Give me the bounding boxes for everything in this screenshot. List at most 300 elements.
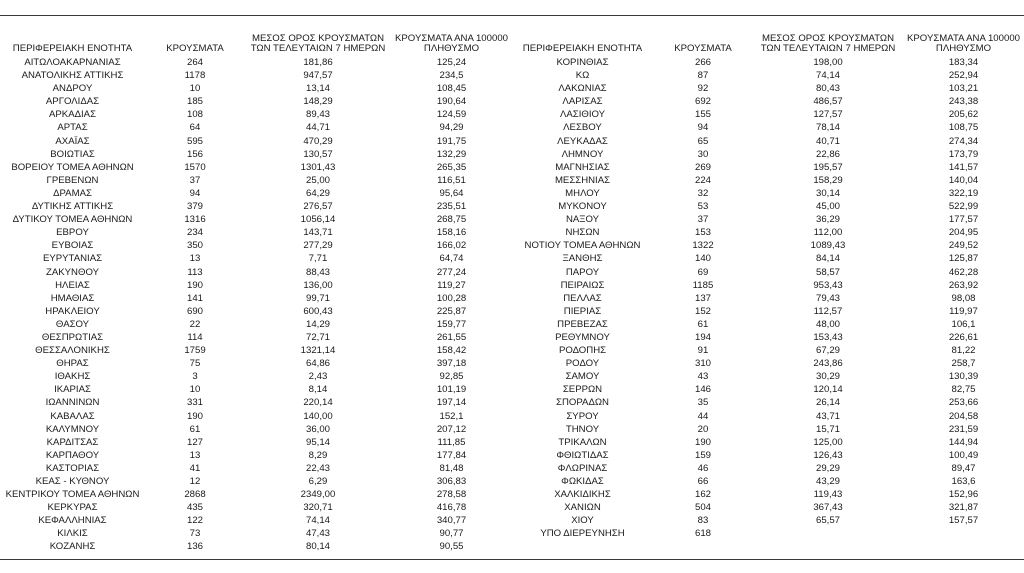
cell-avg: 148,29	[303, 96, 333, 108]
cell-avg: 143,71	[303, 227, 333, 239]
table-row	[0, 174, 512, 187]
cell-region: ΡΟΔΟΠΗΣ	[558, 345, 607, 357]
cell-avg: 126,43	[813, 449, 843, 461]
cell-region: ΒΟΡΕΙΟΥ ΤΟΜΕΑ ΑΘΗΝΩΝ	[11, 161, 134, 173]
header-per100k-line1: ΚΡΟΥΣΜΑΤΑ ΑΝΑ 100000	[907, 34, 1020, 44]
cell-avg: 79,43	[815, 292, 840, 304]
table-row	[0, 370, 512, 383]
cell-region: ΛΑΡΙΣΑΣ	[562, 96, 603, 108]
cell-region: ΜΥΚΟΝΟΥ	[558, 201, 607, 213]
cell-region: ΚΟΖΑΝΗΣ	[49, 541, 96, 553]
cell-avg: 43,29	[815, 476, 840, 487]
cell-per100k: 89,47	[951, 462, 976, 474]
table-row	[0, 462, 512, 475]
table-row	[512, 187, 1024, 200]
table-row	[512, 56, 1024, 69]
cell-per100k: 204,95	[948, 227, 979, 239]
cell-per100k: 226,61	[948, 331, 979, 343]
cell-per100k: 163,6	[951, 476, 976, 487]
cell-per100k: 322,19	[948, 187, 979, 199]
cell-avg: 88,43	[305, 266, 330, 278]
cell-per100k: 261,55	[436, 331, 467, 343]
cell-region: ΗΜΑΘΙΑΣ	[50, 292, 95, 304]
cell-per100k: 90,55	[439, 541, 464, 553]
cell-region: ΝΟΤΙΟΥ ΤΟΜΕΑ ΑΘΗΝΩΝ	[524, 240, 641, 252]
cell-cases: 140	[694, 253, 711, 265]
cell-per100k: 166,02	[436, 240, 467, 252]
cell-avg: 1089,43	[810, 240, 846, 252]
table-row	[512, 396, 1024, 409]
cell-per100k: 100,49	[948, 449, 979, 461]
table-row	[0, 527, 512, 540]
cell-cases: 44	[697, 410, 709, 422]
cell-cases: 114	[187, 331, 203, 343]
cell-per100k: 252,94	[948, 70, 979, 82]
cell-region: ΥΠΟ ΔΙΕΡΕΥΝΗΣΗ	[540, 528, 625, 540]
cell-avg: 181,86	[303, 57, 333, 68]
cell-cases: 10	[189, 83, 201, 95]
cell-region: ΑΝΔΡΟΥ	[52, 83, 93, 95]
cell-region: ΣΑΜΟΥ	[565, 371, 600, 383]
table-row	[0, 69, 512, 82]
header-per100k	[391, 34, 512, 56]
cell-avg: 112,00	[813, 227, 843, 239]
cell-cases: 66	[697, 476, 709, 487]
cell-per100k: 103,21	[948, 83, 979, 95]
cell-region: ΤΡΙΚΑΛΩΝ	[558, 436, 607, 448]
cell-region: ΘΕΣΣΑΛΟΝΙΚΗΣ	[35, 345, 110, 357]
cell-per100k: 258,7	[951, 358, 976, 370]
cell-avg: 947,57	[303, 70, 333, 82]
cell-region: ΗΡΑΚΛΕΙΟΥ	[45, 305, 100, 317]
table-row	[512, 121, 1024, 134]
table-row	[512, 239, 1024, 252]
cell-avg: 600,43	[303, 305, 333, 317]
cell-per100k: 94,29	[439, 122, 464, 134]
table-row	[512, 423, 1024, 436]
cell-per100k: 277,24	[436, 266, 467, 278]
cell-cases: 310	[694, 358, 711, 370]
table-row	[0, 357, 512, 370]
cell-per100k: 152,96	[948, 489, 979, 501]
table-row	[512, 370, 1024, 383]
cell-per100k: 306,83	[436, 476, 467, 487]
cell-avg: 72,71	[305, 331, 330, 343]
cell-avg: 243,86	[813, 358, 843, 370]
cell-cases: 504	[694, 502, 711, 514]
cell-per100k: 106,1	[951, 318, 976, 330]
cell-cases: 2868	[184, 489, 206, 501]
cell-cases: 87	[697, 70, 709, 82]
table-row	[512, 174, 1024, 187]
cell-cases: 159	[694, 449, 711, 461]
cell-cases: 152	[694, 305, 711, 317]
cell-per100k: 197,14	[436, 397, 467, 409]
cell-region: ΤΗΝΟΥ	[565, 423, 600, 435]
cell-region: ΕΥΡΥΤΑΝΙΑΣ	[42, 253, 103, 265]
cell-region: ΧΑΛΚΙΔΙΚΗΣ	[554, 489, 611, 501]
cell-avg: 130,57	[303, 148, 333, 160]
cell-region: ΜΗΛΟΥ	[565, 187, 600, 199]
cell-avg: 220,14	[303, 397, 333, 409]
table-row	[0, 161, 512, 174]
cell-cases: 1322	[692, 240, 714, 252]
cell-cases: 190	[694, 436, 711, 448]
cell-avg: 140,00	[303, 410, 333, 422]
cell-region: ΚΕΦΑΛΛΗΝΙΑΣ	[38, 515, 107, 527]
cell-cases: 53	[697, 201, 709, 213]
cell-avg: 7,71	[308, 253, 328, 265]
cell-avg: 43,71	[815, 410, 840, 422]
cell-per100k	[903, 527, 1024, 540]
cell-avg: 64,86	[305, 358, 330, 370]
cell-region: ΠΑΡΟΥ	[565, 266, 600, 278]
cell-per100k: 235,51	[436, 201, 467, 213]
cell-cases: 32	[697, 187, 709, 199]
cell-per100k: 90,77	[439, 528, 464, 540]
cell-cases: 127	[186, 436, 203, 448]
cell-region: ΛΕΣΒΟΥ	[563, 122, 602, 134]
cell-cases: 156	[186, 148, 203, 160]
cell-region: ΜΑΓΝΗΣΙΑΣ	[555, 161, 610, 173]
cell-region: ΚΩ	[575, 70, 590, 82]
cell-region: ΛΗΜΝΟΥ	[561, 148, 604, 160]
cell-avg: 195,57	[813, 161, 843, 173]
table-row	[512, 436, 1024, 449]
table-row	[0, 279, 512, 292]
table-row	[0, 318, 512, 331]
cell-cases: 75	[189, 358, 201, 370]
cell-per100k: 158,16	[436, 227, 467, 239]
cell-region: ΘΗΡΑΣ	[56, 358, 89, 370]
table-row	[0, 410, 512, 423]
cell-avg: 14,29	[305, 318, 330, 330]
cell-avg: 486,57	[813, 96, 843, 108]
cell-cases: 190	[186, 410, 203, 422]
cell-cases: 162	[694, 489, 711, 501]
table-row	[0, 252, 512, 265]
cell-region: ΙΚΑΡΙΑΣ	[54, 384, 91, 396]
cell-cases: 690	[186, 305, 203, 317]
table-row	[0, 292, 512, 305]
table-row	[512, 135, 1024, 148]
cell-cases: 146	[694, 384, 711, 396]
cell-cases: 155	[694, 109, 711, 121]
cell-avg: 136,00	[303, 279, 333, 291]
cell-region: ΘΑΣΟΥ	[55, 318, 90, 330]
cell-region: ΑΝΑΤΟΛΙΚΗΣ ΑΤΤΙΚΗΣ	[21, 70, 124, 82]
cell-region: ΡΟΔΟΥ	[565, 358, 600, 370]
cell-avg: 127,57	[813, 109, 843, 121]
table-row	[512, 344, 1024, 357]
cell-cases: 13	[189, 449, 201, 461]
table-row	[512, 213, 1024, 226]
table-row	[0, 501, 512, 514]
cell-region: ΑΡΤΑΣ	[57, 122, 88, 134]
cell-region: ΧΙΟΥ	[571, 515, 594, 527]
cell-cases: 190	[186, 279, 203, 291]
table-row	[0, 266, 512, 279]
cell-region: ΚΑΣΤΟΡΙΑΣ	[45, 462, 100, 474]
cell-region: ΚΑΒΑΛΑΣ	[50, 410, 95, 422]
cell-avg: 119,43	[813, 489, 843, 501]
cell-cases: 37	[697, 214, 709, 226]
cell-per100k: 234,5	[439, 70, 464, 82]
cell-per100k: 130,39	[948, 371, 979, 383]
cell-avg: 58,57	[815, 266, 840, 278]
cell-cases: 331	[186, 397, 203, 409]
cell-avg: 25,00	[305, 174, 330, 186]
cell-per100k: 177,84	[436, 449, 467, 461]
table-row	[0, 95, 512, 108]
cell-per100k: 243,38	[948, 96, 979, 108]
cell-region: ΦΘΙΩΤΙΔΑΣ	[556, 449, 609, 461]
cell-cases: 194	[694, 331, 711, 343]
cell-cases: 692	[694, 96, 711, 108]
cell-avg: 65,57	[815, 515, 840, 527]
cell-cases: 46	[697, 462, 709, 474]
cell-avg: 153,43	[813, 331, 843, 343]
cell-per100k: 144,94	[948, 436, 979, 448]
table-row	[512, 501, 1024, 514]
cell-region: ΕΥΒΟΙΑΣ	[51, 240, 94, 252]
cell-region: ΑΧΑΪΑΣ	[55, 135, 90, 147]
cell-per100k: 152,1	[439, 410, 464, 422]
cell-cases: 379	[186, 201, 203, 213]
cell-per100k: 92,85	[439, 371, 464, 383]
cell-cases: 94	[697, 122, 709, 134]
cell-cases: 350	[186, 240, 203, 252]
cell-region: ΣΠΟΡΑΔΩΝ	[556, 397, 609, 409]
header-per100k	[903, 34, 1024, 56]
table-row	[0, 108, 512, 121]
cell-per100k: 159,77	[436, 318, 467, 330]
header-avg-line1: ΜΕΣΟΣ ΟΡΟΣ ΚΡΟΥΣΜΑΤΩΝ	[251, 34, 385, 44]
header-cases: ΚΡΟΥΣΜΑΤΑ	[674, 43, 732, 54]
cell-per100k: 101,19	[436, 384, 467, 396]
cell-region: ΚΙΛΚΙΣ	[57, 528, 88, 540]
cell-cases: 73	[189, 528, 201, 540]
cell-region: ΦΛΩΡΙΝΑΣ	[557, 462, 608, 474]
cell-avg: 8,14	[308, 384, 328, 396]
cell-avg: 30,14	[815, 187, 840, 199]
table-row	[512, 357, 1024, 370]
cell-avg: 84,14	[815, 253, 840, 265]
top-rule	[0, 15, 1024, 16]
header-avg-line1: ΜΕΣΟΣ ΟΡΟΣ ΚΡΟΥΣΜΑΤΩΝ	[761, 34, 895, 44]
cell-cases: 10	[189, 384, 201, 396]
table-header-row	[0, 34, 512, 56]
cell-region: ΑΡΚΑΔΙΑΣ	[49, 109, 96, 121]
table-row	[0, 514, 512, 527]
cell-avg: 36,29	[815, 214, 840, 226]
header-avg	[245, 34, 391, 56]
cell-avg: 47,43	[305, 528, 330, 540]
table-row	[512, 95, 1024, 108]
cell-cases: 3	[192, 371, 198, 383]
table-row	[512, 318, 1024, 331]
cell-avg: 1056,14	[300, 214, 336, 226]
table-row	[512, 226, 1024, 239]
cell-region: ΚΕΑΣ - ΚΥΘΝΟΥ	[35, 476, 110, 487]
header-per100k-line2: ΠΛΗΘΥΣΜΟ	[423, 43, 480, 54]
table-row	[0, 331, 512, 344]
table-row	[0, 423, 512, 436]
header-cases: ΚΡΟΥΣΜΑΤΑ	[166, 43, 224, 54]
cell-per100k: 119,97	[949, 305, 978, 317]
cell-region: ΠΕΛΛΑΣ	[563, 292, 602, 304]
table-row	[512, 305, 1024, 318]
cell-avg: 22,86	[815, 148, 840, 160]
cell-per100k: 158,42	[436, 345, 467, 357]
cell-cases: 22	[189, 318, 201, 330]
cell-avg: 44,71	[305, 122, 330, 134]
cell-per100k: 416,78	[436, 502, 467, 514]
cell-avg: 320,71	[303, 502, 333, 514]
cell-avg: 125,00	[813, 436, 843, 448]
table-body-right	[512, 56, 1024, 540]
cell-region: ΚΕΝΤΡΙΚΟΥ ΤΟΜΕΑ ΑΘΗΝΩΝ	[5, 489, 140, 501]
header-region: ΠΕΡΙΦΕΡΕΙΑΚΗ ΕΝΟΤΗΤΑ	[522, 43, 643, 54]
cell-region: ΘΕΣΠΡΩΤΙΑΣ	[41, 331, 104, 343]
cell-region: ΠΙΕΡΙΑΣ	[563, 305, 602, 317]
cell-avg: 1321,14	[300, 345, 336, 357]
cell-region: ΝΗΣΩΝ	[565, 227, 600, 239]
cell-region: ΗΛΕΙΑΣ	[55, 279, 90, 291]
table-row	[0, 82, 512, 95]
cell-cases: 65	[697, 135, 709, 147]
cell-per100k: 225,87	[436, 305, 467, 317]
cell-cases: 435	[186, 502, 203, 514]
cell-avg: 26,14	[815, 397, 840, 409]
cell-per100k: 81,22	[951, 345, 976, 357]
cell-avg: 45,00	[815, 201, 840, 213]
cell-per100k: 205,62	[948, 109, 979, 121]
cell-avg: 95,14	[305, 436, 330, 448]
cell-cases: 185	[186, 96, 203, 108]
cell-cases: 595	[186, 135, 203, 147]
cell-avg: 40,71	[815, 135, 840, 147]
table-row	[512, 331, 1024, 344]
cell-cases: 1759	[184, 345, 206, 357]
cell-avg: 2,43	[308, 371, 328, 383]
cell-per100k: 64,74	[439, 253, 464, 265]
cell-avg: 99,71	[305, 292, 330, 304]
table-body-left	[0, 56, 512, 554]
cell-avg: 80,14	[305, 541, 330, 553]
cell-per100k: 111,85	[437, 436, 466, 448]
table-row	[512, 82, 1024, 95]
cell-per100k: 95,64	[439, 187, 464, 199]
cell-per100k: 173,79	[948, 148, 979, 160]
cell-avg: 64,29	[305, 187, 330, 199]
cell-avg	[753, 527, 903, 540]
cell-avg: 112,57	[813, 305, 843, 317]
table-row	[512, 475, 1024, 488]
cell-cases: 61	[189, 423, 201, 435]
cell-per100k: 141,57	[948, 161, 979, 173]
cell-per100k: 125,24	[436, 57, 467, 68]
table-row	[0, 121, 512, 134]
cell-avg: 74,14	[815, 70, 840, 82]
cell-per100k: 140,04	[948, 174, 979, 186]
cell-per100k: 132,29	[436, 148, 467, 160]
cell-per100k: 231,59	[948, 423, 979, 435]
cell-avg: 74,14	[305, 515, 330, 527]
cell-region: ΙΘΑΚΗΣ	[54, 371, 91, 383]
cell-region: ΔΥΤΙΚΗΣ ΑΤΤΙΚΗΣ	[31, 201, 114, 213]
cell-per100k: 278,58	[436, 489, 467, 501]
cell-per100k: 462,28	[948, 266, 979, 278]
cell-avg: 8,29	[308, 449, 328, 461]
cell-region: ΣΥΡΟΥ	[566, 410, 599, 422]
cell-per100k: 249,52	[948, 240, 979, 252]
cell-avg: 29,29	[815, 462, 840, 474]
cell-region: ΜΕΣΣΗΝΙΑΣ	[554, 174, 611, 186]
cell-region: ΚΟΡΙΝΘΙΑΣ	[556, 57, 609, 68]
cell-avg: 277,29	[303, 240, 333, 252]
cell-per100k: 522,99	[948, 201, 979, 213]
cell-avg: 2349,00	[300, 489, 336, 501]
cell-region: ΚΕΡΚΥΡΑΣ	[47, 502, 98, 514]
cell-avg: 78,14	[815, 122, 840, 134]
bottom-rule	[0, 559, 1024, 560]
table-row	[512, 383, 1024, 396]
cases-table-left	[0, 34, 512, 554]
cell-cases: 269	[694, 161, 711, 173]
header-avg-line2: ΤΩΝ ΤΕΛΕΥΤΑΙΩΝ 7 ΗΜΕΡΩΝ	[760, 43, 896, 54]
cell-region: ΖΑΚΥΝΘΟΥ	[46, 266, 99, 278]
table-row	[512, 252, 1024, 265]
table-row	[512, 69, 1024, 82]
cell-per100k: 82,75	[951, 384, 976, 396]
table-row	[0, 226, 512, 239]
cases-table-right	[512, 34, 1024, 540]
cell-cases: 1178	[184, 70, 206, 82]
cell-avg: 276,57	[303, 201, 333, 213]
table-row	[512, 514, 1024, 527]
cell-avg: 89,43	[305, 109, 330, 121]
cell-cases: 113	[187, 266, 203, 278]
cell-avg: 470,29	[303, 135, 333, 147]
cell-cases: 122	[186, 515, 203, 527]
cell-per100k: 265,35	[436, 161, 467, 173]
header-avg	[753, 34, 903, 56]
cell-region: ΛΑΚΩΝΙΑΣ	[558, 83, 607, 95]
table-row	[512, 410, 1024, 423]
cell-per100k: 116,51	[437, 174, 466, 186]
cell-avg: 198,00	[813, 57, 843, 68]
cell-region: ΑΙΤΩΛΟΑΚΑΡΝΑΝΙΑΣ	[24, 57, 121, 68]
cell-per100k: 183,34	[948, 57, 979, 68]
cell-cases: 91	[697, 345, 709, 357]
table-row	[512, 462, 1024, 475]
cell-region: ΝΑΞΟΥ	[565, 214, 600, 226]
table-row	[0, 436, 512, 449]
cell-cases: 37	[189, 174, 201, 186]
cell-region: ΔΥΤΙΚΟΥ ΤΟΜΕΑ ΑΘΗΝΩΝ	[12, 214, 133, 226]
table-row	[0, 135, 512, 148]
cell-region: ΞΑΝΘΗΣ	[562, 253, 603, 265]
table-row	[0, 396, 512, 409]
table-row	[0, 56, 512, 69]
table-row	[0, 200, 512, 213]
cell-region: ΒΟΙΩΤΙΑΣ	[50, 148, 95, 160]
table-row	[0, 449, 512, 462]
cell-per100k: 191,75	[436, 135, 467, 147]
cell-per100k: 81,48	[439, 462, 464, 474]
cell-cases: 153	[694, 227, 711, 239]
